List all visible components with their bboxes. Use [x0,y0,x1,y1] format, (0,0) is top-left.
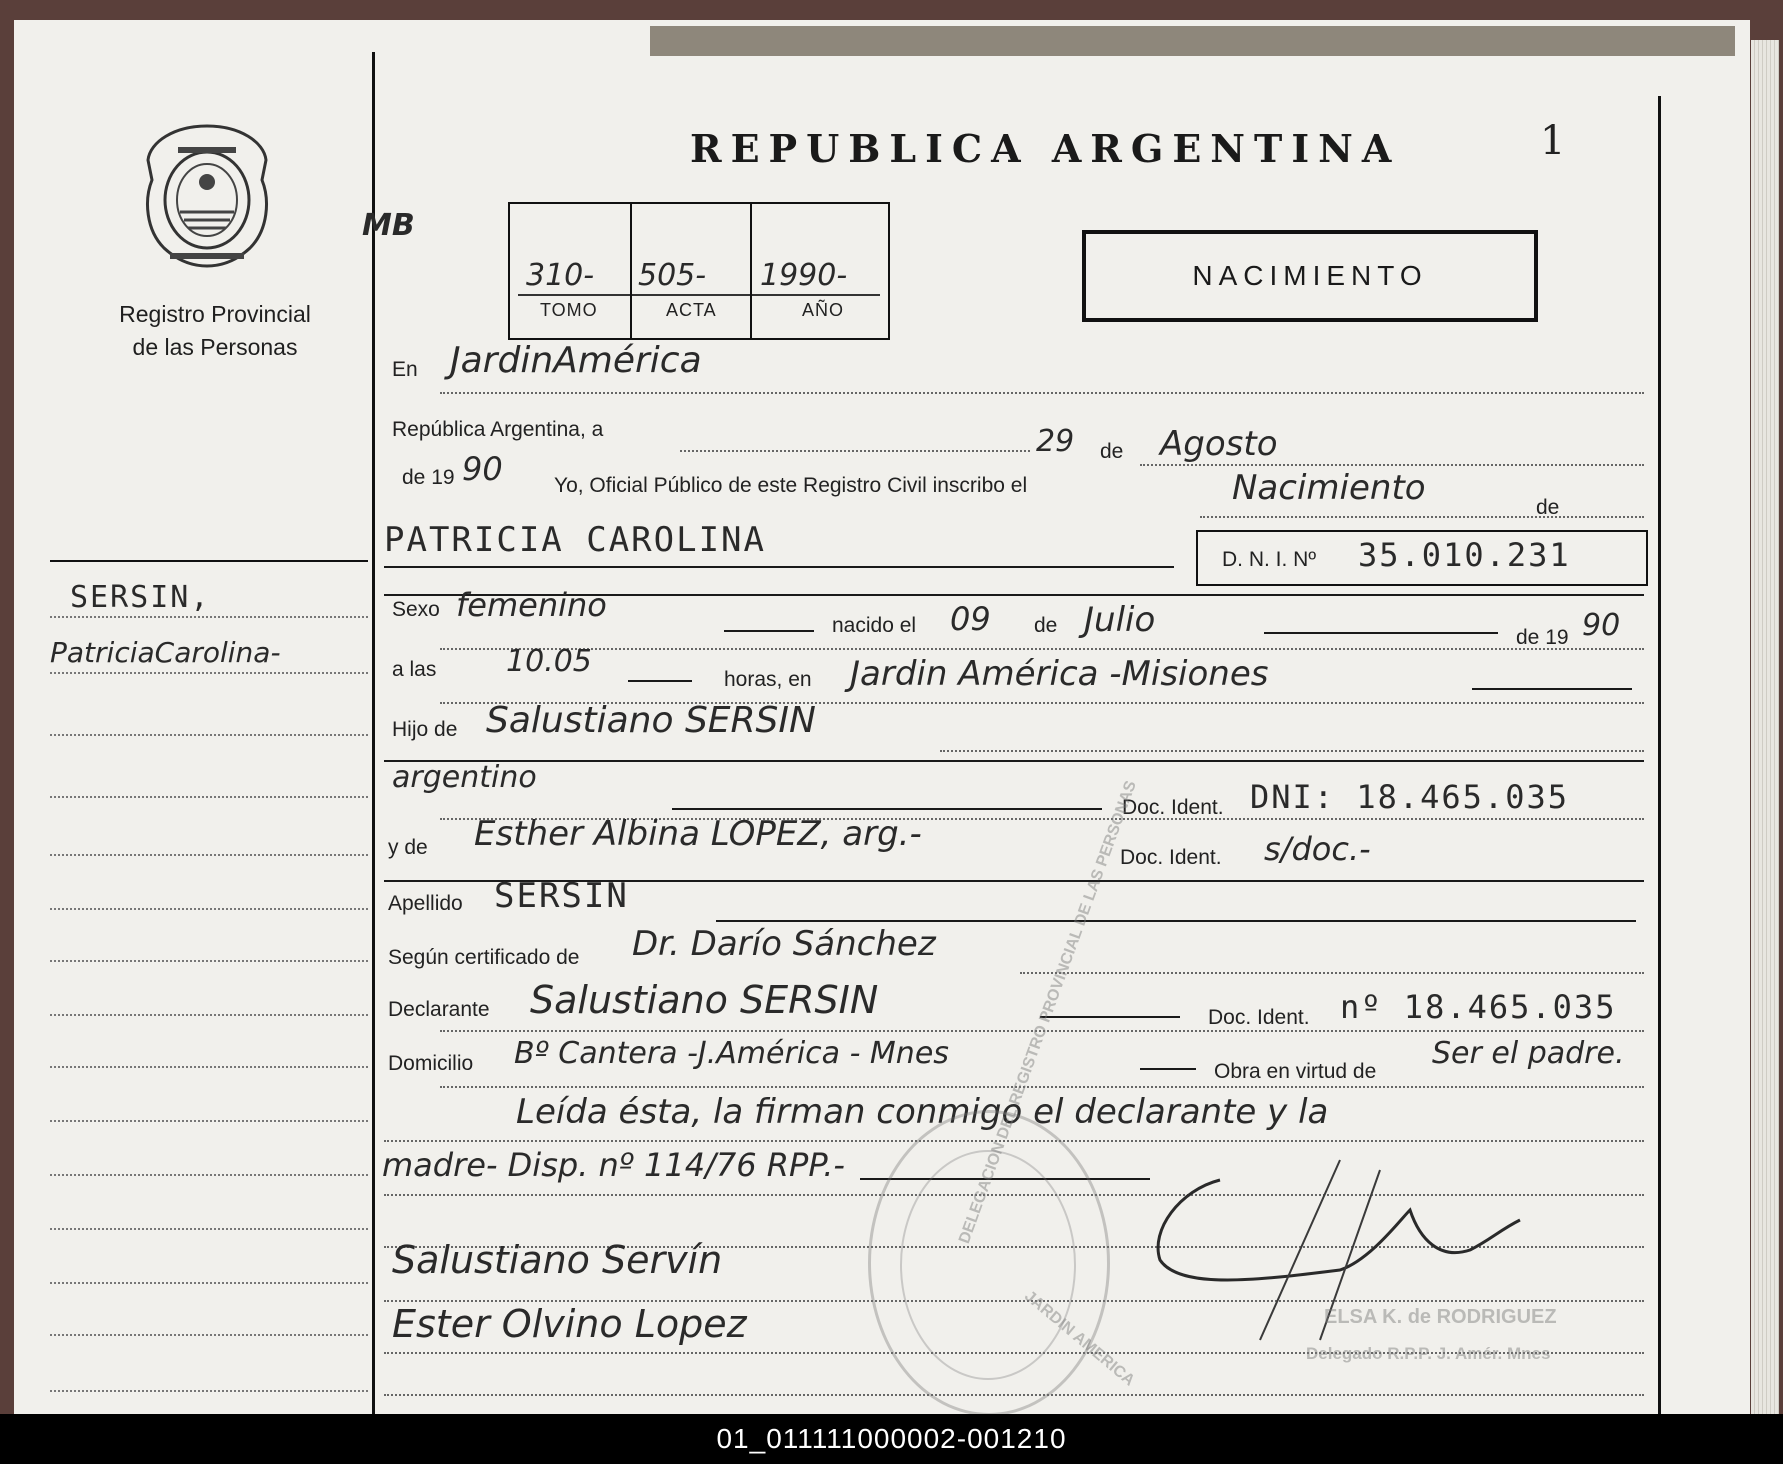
name-value: PATRICIA CAROLINA [384,520,766,560]
birth-year: 90 [1582,608,1621,643]
margin-line [50,1014,368,1016]
hour-dash [628,680,692,682]
place-dash [1472,688,1632,690]
margin-line [50,672,368,674]
apellido-line [716,920,1636,922]
note-line-1: Leída ésta, la firman conmigo el declarante y la [516,1092,1329,1132]
margin-rule [50,560,368,562]
registry-name-line2: de las Personas [132,334,298,360]
nationality-dash [672,808,1102,810]
official-name: ELSA K. de RODRIGUEZ [1324,1306,1557,1328]
declarante-dash [1040,1016,1180,1018]
domicilio-line [440,1086,1644,1088]
declarante-doc: nº 18.465.035 [1340,988,1617,1026]
birth-dash [1264,632,1498,634]
segun-line [1020,972,1644,974]
sexo-dash [724,630,814,632]
margin-line [50,796,368,798]
birth-day: 09 [950,600,991,638]
registry-name [70,298,360,364]
alas-label: a las [392,658,437,681]
hour-value: 10.05 [506,644,592,679]
obra-value: Ser el padre. [1432,1036,1625,1071]
registry-cell-divider [750,204,752,338]
yde-label: y de [388,836,428,859]
dni-value: 35.010.231 [1358,536,1571,574]
registry-cell-divider [630,204,632,338]
document-title: REPUBLICA ARGENTINA [690,126,1401,171]
margin-line [50,1334,368,1336]
right-border [1658,96,1661,1414]
republica-label: República Argentina, a [392,418,604,441]
official-title: Delegado R.P.P. J. Amér. Mnes [1306,1344,1551,1363]
day-value: 29 [1036,424,1075,459]
registry-name-line1: Registro Provincial [119,301,311,327]
dni-label: D. N. I. Nº [1222,548,1317,571]
mother-doc: s/doc.- [1264,830,1371,868]
en-value: JardinAmérica [450,340,702,381]
month-value: Agosto [1160,424,1278,464]
mother-value: Esther Albina LOPEZ, arg.- [474,814,922,854]
nacido-label: nacido el [832,614,917,637]
horas-label: horas, en [724,668,812,691]
margin-line [50,616,368,618]
page-stack-edge [1751,40,1779,1414]
margin-line [50,1174,368,1176]
page-number: 1 [1540,118,1566,164]
acta-value: 505- [638,258,707,293]
segun-value: Dr. Darío Sánchez [632,924,936,964]
en-label: En [392,358,418,381]
sexo-line [440,648,1644,650]
mother-doc-label: Doc. Ident. [1120,846,1222,869]
event-line [1200,516,1644,518]
dni-box [1196,530,1648,586]
domicilio-value: Bº Cantera -J.América - Mnes [514,1036,949,1071]
de-label: de [1100,440,1124,463]
en-line [440,392,1644,394]
hijo-label: Hijo de [392,718,458,741]
record-type-box: NACIMIENTO [1082,230,1538,322]
name-line [384,566,1174,568]
margin-line [50,1066,368,1068]
margin-line [50,908,368,910]
de-label3: de [1034,614,1058,637]
anio-value: 1990- [760,258,848,293]
father-value: Salustiano SERSIN [486,700,816,741]
acta-label: ACTA [666,300,717,320]
image-id-footer: 01_011111000002-001210 [0,1414,1783,1464]
anio-label: AÑO [802,300,845,320]
margin-line [50,960,368,962]
provincial-seal-icon [140,120,274,270]
apellido-value: SERSIN [494,876,629,916]
republica-line [680,450,1030,452]
tomo-value: 310- [526,258,595,293]
registry-line [518,294,880,296]
segun-label: Según certificado de [388,946,580,969]
registry-box [508,202,890,340]
year-value: 90 [462,450,503,488]
place-value: Jardin América -Misiones [850,654,1269,694]
de-label2: de [1536,496,1560,519]
father-line [940,750,1644,752]
note-line-2: madre- Disp. nº 114/76 RPP.- [382,1146,845,1184]
margin-line [50,1390,368,1392]
de19-label2: de 19 [1516,626,1569,649]
margin-line [50,854,368,856]
column-divider [372,52,375,1414]
apellido-label: Apellido [388,892,463,915]
margin-line [50,1228,368,1230]
domicilio-label: Domicilio [388,1052,474,1075]
margin-surname: SERSIN, [70,580,211,615]
sexo-label: Sexo [392,598,440,621]
signature-mother: Ester Olvino Lopez [392,1302,747,1346]
father-doc-label: Doc. Ident. [1122,796,1224,819]
margin-given-names: PatriciaCarolina- [50,636,281,669]
father-nationality: argentino [392,760,537,795]
father-doc: DNI: 18.465.035 [1250,778,1569,816]
sexo-value: femenino [456,586,607,624]
stamp-text: DELEGACION DEL REGISTRO PROVINCIAL DE LAS PERSONAS [956,778,1140,1246]
oficial-text: Yo, Oficial Público de este Registro Civil inscribo el [554,474,1028,497]
declarante-label: Declarante [388,998,490,1021]
margin-line [50,1282,368,1284]
obra-label: Obra en virtud de [1214,1060,1377,1083]
de19-label: de 19 [402,466,455,489]
margin-initials: MB [362,208,415,243]
margin-line [50,734,368,736]
father-rule [384,760,1644,762]
month-line [1140,464,1644,466]
signature-father: Salustiano Servín [392,1238,723,1282]
declarante-value: Salustiano SERSIN [530,978,879,1022]
domicilio-dash [1140,1068,1196,1070]
declarante-doc-label: Doc. Ident. [1208,1006,1310,1029]
birth-month: Julio [1084,600,1156,640]
event-value: Nacimiento [1232,468,1426,508]
margin-line [50,1120,368,1122]
stamp-city: JARDIN AMERICA [1021,1287,1138,1390]
book-binding [650,26,1735,56]
tomo-label: TOMO [540,300,598,320]
